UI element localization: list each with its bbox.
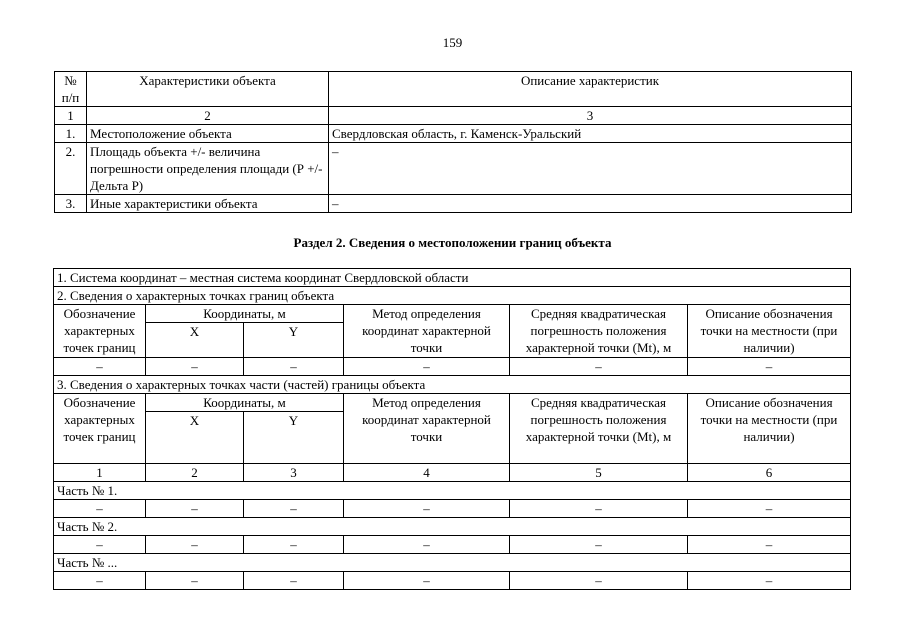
colnum-cell: 4: [344, 464, 510, 482]
dash-cell: –: [344, 500, 510, 518]
table-row: [54, 572, 851, 590]
dash-cell: –: [510, 358, 688, 376]
dash-cell: –: [688, 500, 851, 518]
colnum-cell: 3: [244, 464, 344, 482]
colnum-cell: 2: [146, 464, 244, 482]
column-numbers-row: [54, 464, 851, 482]
header-method: Метод определения координат характерной точки: [344, 394, 510, 464]
part-label: Часть № ...: [54, 554, 851, 572]
dash-cell: –: [244, 358, 344, 376]
row-num: 1.: [55, 125, 87, 143]
table-row: [55, 195, 852, 213]
dash-cell: –: [510, 536, 688, 554]
row-characteristic: Местоположение объекта: [87, 125, 329, 143]
table-row: [55, 143, 852, 195]
row-description: Свердловская область, г. Каменск-Уральский: [329, 125, 852, 143]
part-points-title-row: [54, 376, 851, 394]
header-error: Средняя квадратическая погрешность положения характерной точки (Mt), м: [510, 305, 688, 358]
dash-cell: –: [688, 358, 851, 376]
boundary-points-table: [53, 268, 851, 590]
dash-cell: –: [146, 358, 244, 376]
row-description: –: [329, 195, 852, 213]
dash-cell: –: [54, 500, 146, 518]
table-row: [54, 500, 851, 518]
dash-cell: –: [244, 572, 344, 590]
dash-cell: –: [54, 358, 146, 376]
header-x: X: [146, 323, 244, 358]
header-y: Y: [244, 412, 344, 464]
colnum-cell: 5: [510, 464, 688, 482]
header-coords: Координаты, м: [146, 394, 344, 412]
dash-cell: –: [146, 572, 244, 590]
dash-cell: –: [344, 536, 510, 554]
header-method: Метод определения координат характерной точки: [344, 305, 510, 358]
part-points-title: 3. Сведения о характерных точках части (частей) границы объекта: [54, 376, 851, 394]
header-num: № п/п: [55, 72, 87, 107]
header-characteristic: Характеристики объекта: [87, 72, 329, 107]
table-header-row: [54, 305, 851, 323]
char-points-title-row: [54, 287, 851, 305]
dash-cell: –: [688, 572, 851, 590]
section-title: Раздел 2. Сведения о местоположении границ объекта: [293, 235, 612, 250]
dash-cell: –: [54, 572, 146, 590]
header-description: Описание обозначения точки на местности (при наличии): [688, 305, 851, 358]
header-y: Y: [244, 323, 344, 358]
colnum-cell: 2: [87, 107, 329, 125]
row-num: 3.: [55, 195, 87, 213]
colnum-cell: 1: [54, 464, 146, 482]
dash-cell: –: [146, 500, 244, 518]
header-designation: Обозначение характерных точек границ: [54, 305, 146, 358]
page-number: 159: [442, 35, 463, 50]
table-row: [55, 125, 852, 143]
row-description: –: [329, 143, 852, 195]
coord-system: 1. Система координат – местная система координат Свердловской области: [54, 269, 851, 287]
char-points-title: 2. Сведения о характерных точках границ объекта: [54, 287, 851, 305]
colnum-cell: 3: [329, 107, 852, 125]
part-label: Часть № 2.: [54, 518, 851, 536]
header-description: Описание обозначения точки на местности (при наличии): [688, 394, 851, 464]
header-coords: Координаты, м: [146, 305, 344, 323]
dash-cell: –: [244, 500, 344, 518]
header-description: Описание характеристик: [329, 72, 852, 107]
header-error: Средняя квадратическая погрешность положения характерной точки (Mt), м: [510, 394, 688, 464]
table-header-row: [54, 394, 851, 412]
dash-cell: –: [244, 536, 344, 554]
dash-cell: –: [344, 358, 510, 376]
part-label: Часть № 1.: [54, 482, 851, 500]
object-characteristics-table: [54, 71, 852, 213]
part-label-row: [54, 554, 851, 572]
header-x: X: [146, 412, 244, 464]
header-designation: Обозначение характерных точек границ: [54, 394, 146, 464]
column-numbers-row: [55, 107, 852, 125]
table-row: [54, 358, 851, 376]
table-header-row: [55, 72, 852, 107]
part-label-row: [54, 518, 851, 536]
part-label-row: [54, 482, 851, 500]
dash-cell: –: [510, 500, 688, 518]
dash-cell: –: [146, 536, 244, 554]
dash-cell: –: [510, 572, 688, 590]
row-characteristic: Иные характеристики объекта: [87, 195, 329, 213]
dash-cell: –: [54, 536, 146, 554]
row-characteristic: Площадь объекта +/- величина погрешности определения площади (Р +/- Дельта Р): [87, 143, 329, 195]
dash-cell: –: [688, 536, 851, 554]
dash-cell: –: [344, 572, 510, 590]
coord-system-row: [54, 269, 851, 287]
table-row: [54, 536, 851, 554]
colnum-cell: 1: [55, 107, 87, 125]
row-num: 2.: [55, 143, 87, 195]
colnum-cell: 6: [688, 464, 851, 482]
